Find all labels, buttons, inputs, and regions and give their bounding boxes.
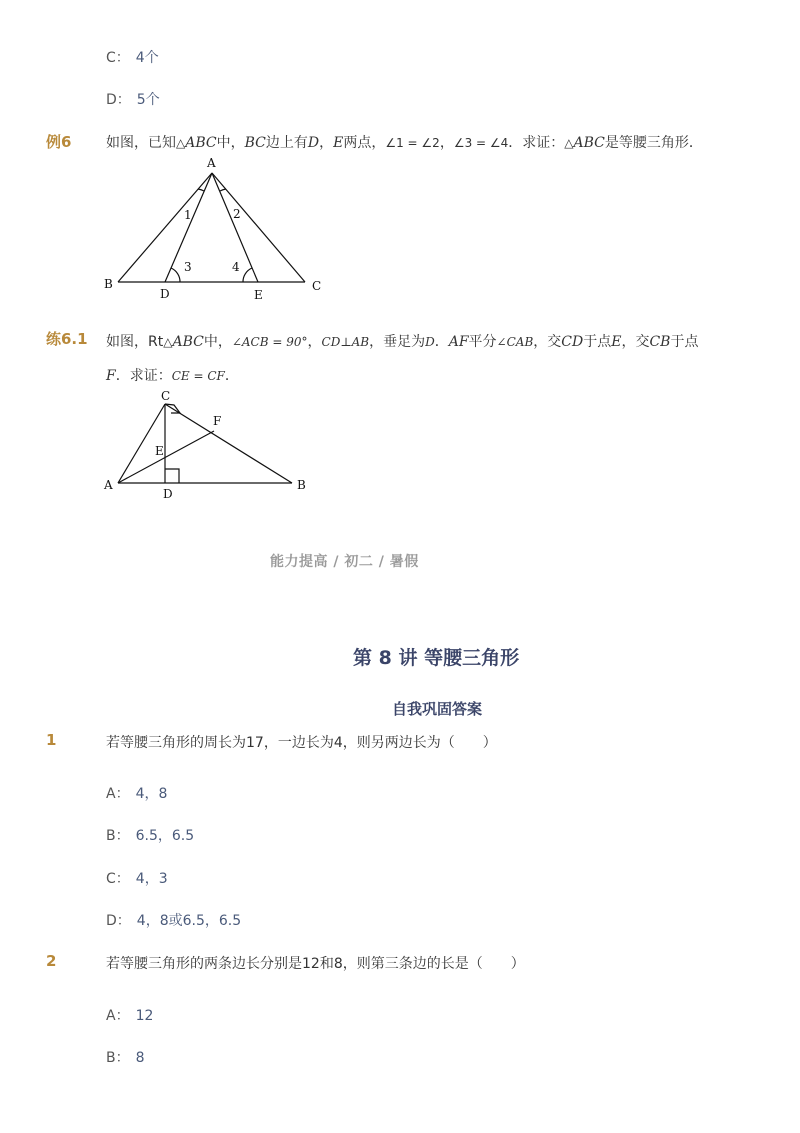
option-label: B： [106, 828, 130, 844]
math: ABC [573, 135, 605, 151]
text: 于点 [670, 334, 699, 350]
practice-6-1-statement-line1 [106, 331, 698, 351]
option-label: D： [106, 913, 131, 929]
option-value: 8 [135, 1050, 145, 1066]
q2-option-b [106, 1047, 145, 1067]
option-value: 12 [135, 1008, 154, 1024]
triangle-symbol: △ [163, 335, 173, 349]
angle-4-arc [243, 268, 252, 282]
label-f: F [213, 414, 222, 428]
text: 中， [216, 135, 245, 151]
lecture-title: 第 8 讲 等腰三角形 [353, 647, 520, 669]
right-angle-mark-d [165, 469, 179, 483]
option-value: 5个 [136, 92, 160, 108]
math: CD⊥AB [321, 335, 370, 349]
option-label: B： [106, 1050, 130, 1066]
option-label: A： [106, 786, 130, 802]
math: D [307, 135, 320, 151]
text: ，交 [621, 334, 650, 350]
practice-6-1-statement-line2 [106, 365, 239, 385]
text: 中， [203, 334, 232, 350]
label-1: 1 [184, 208, 192, 222]
triangle-symbol: △ [564, 136, 574, 150]
page-footer: 能力提高 / 初二 / 暑假 [270, 554, 419, 570]
segment-ab [118, 173, 212, 282]
text: ， [319, 135, 334, 151]
text: 两点， [343, 135, 386, 151]
text: 平分 [468, 334, 497, 350]
label-e: E [155, 444, 164, 458]
option-label: C： [106, 871, 130, 887]
math: E [611, 334, 622, 350]
math: CD [561, 334, 584, 350]
figure-isosceles-triangle [118, 173, 305, 282]
q1-option-b [106, 825, 194, 845]
text: ， [439, 135, 454, 151]
q1-option-d [106, 910, 241, 930]
option-value: 4个 [135, 50, 159, 66]
triangle-symbol: △ [176, 136, 186, 150]
option-label: C： [106, 50, 130, 66]
text: 边上有 [265, 135, 308, 151]
math: CB [649, 334, 671, 350]
label-c: C [161, 389, 171, 403]
option-value: 4，3 [135, 871, 168, 887]
text: 如图，已知 [106, 135, 176, 151]
text: 如图，Rt [106, 334, 164, 350]
math: ∠1 = ∠2 [385, 136, 440, 150]
practice-tag: 练6.1 [46, 330, 88, 348]
question-2-text: 若等腰三角形的两条边长分别是12和8，则第三条边的长是（ ） [106, 956, 525, 972]
q1-option-c [106, 868, 168, 888]
label-3: 3 [184, 260, 192, 274]
label-2: 2 [233, 207, 241, 221]
label-a: A [104, 478, 113, 492]
angle-2-arc [220, 189, 226, 191]
segment-cb [165, 404, 292, 483]
text: ．求证： [508, 135, 565, 151]
text: ． [434, 334, 449, 350]
label-d: D [160, 287, 170, 301]
math: CE = CF [171, 369, 225, 383]
text: ， [307, 334, 322, 350]
math: ∠CAB [496, 335, 534, 349]
question-1-text: 若等腰三角形的周长为17，一边长为4，则另两边长为（ ） [106, 735, 497, 751]
segment-af [118, 431, 214, 483]
text: ，垂足为 [369, 334, 426, 350]
text: ．求证： [115, 368, 172, 384]
q1-option-a [106, 783, 167, 803]
option-value: 4，8 [135, 786, 168, 802]
math: AF [448, 334, 469, 350]
math: ∠ACB = 90° [231, 335, 308, 349]
option-value: 6.5，6.5 [135, 828, 195, 844]
label-d: D [163, 487, 173, 501]
q2-option-a [106, 1005, 153, 1025]
example-tag: 例6 [46, 133, 72, 151]
text: 是等腰三角形． [604, 135, 703, 151]
math: ABC [185, 135, 217, 151]
option-label: D： [106, 92, 131, 108]
section-title: 自我巩固答案 [392, 700, 483, 718]
option-label: A： [106, 1008, 130, 1024]
math: ABC [172, 334, 204, 350]
label-e: E [254, 288, 263, 302]
angle-3-arc [171, 268, 180, 282]
math: F [106, 368, 116, 384]
option-value: 4，8或6.5，6.5 [136, 913, 242, 929]
math: D [425, 335, 435, 349]
math: BC [244, 135, 266, 151]
question-number: 2 [46, 952, 57, 970]
text: ． [224, 368, 239, 384]
angle-1-arc [198, 189, 204, 191]
figure-right-triangle [118, 404, 292, 483]
question-number: 1 [46, 731, 57, 749]
label-4: 4 [232, 260, 240, 274]
math: E [333, 135, 344, 151]
label-b: B [104, 277, 113, 291]
label-b: B [297, 478, 306, 492]
math: ∠3 = ∠4 [453, 136, 509, 150]
text: ，交 [533, 334, 562, 350]
label-c: C [312, 279, 322, 293]
text: 于点 [583, 334, 612, 350]
label-a: A [207, 156, 216, 170]
